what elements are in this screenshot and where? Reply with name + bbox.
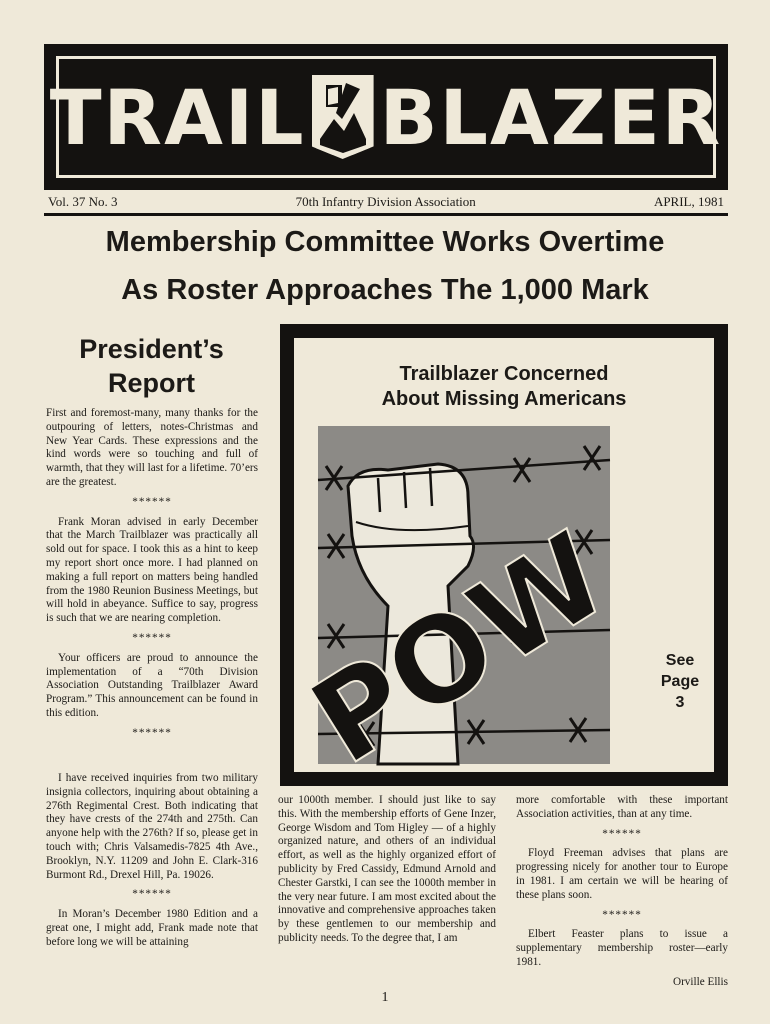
presidents-report-title-line-2: Report [108,368,195,398]
pow-feature-box [280,324,728,791]
report-paragraph: Your officers are proud to announce the implementation of a “70th Division Association Outstanding Trailblazer Award Program.” This announcement can be found in this edition. [46,651,258,719]
pow-feature-title-line-1: Trailblazer Concerned [399,363,609,385]
pow-illustration [288,426,631,791]
section-separator: ****** [132,631,172,644]
report-paragraph: I have received inquiries from two military insignia collectors, inquiring about obtaining a 276th Regimental Crest. Both indicating that they have crests of the 274th and 275th. Can anyone help with the 276th? If so, please get in touch with; Chris Valsamedis-7825 4th Ave., Brooklyn, N.Y. 11209 and John E. Clark-316 Burmont Rd., Drexel Hill, Pa. 19026. [46,772,258,881]
section-separator: ****** [132,726,172,739]
article-column-1-top [46,407,258,747]
organization-name: 70th Infantry Division Association [295,194,476,209]
main-headline-line-1: Membership Committee Works Overtime [105,226,665,258]
presidents-report-title-line-1: President’s [79,334,224,364]
masthead-title-left: TRAIL [49,72,306,162]
see-page-number: 3 [675,694,685,711]
pow-feature-title-line-2: About Missing Americans [381,388,627,410]
report-paragraph: First and foremost-many, many thanks for the outpouring of letters, notes-Christmas and New Year Cards. These expressions and the kind words were so touching and full of warmth, that they will last for a lifetime. 70’ers are the greatest. [46,407,258,488]
report-paragraph: our 1000th member. I should just like to say this. With the membership efforts of Gene Inzer, George Wisdom and Tom Higley — of a highly organized nature, and others of an individual effort, as well as the highly organized effort of publicity by Fred Cassidy, Edmund Arnold and Chester Garstki, I can see the 1000th member in the very near future. I am most excited about the innovative and comprehensive approaches taken by these gentlemen to our membership and publicity needs. To the degree that, I am [278,794,496,944]
pow-feature-title [294,362,714,412]
report-paragraph: In Moran’s December 1980 Edition and a great one, I might add, Frank made note that before long we will be attaining [46,908,258,948]
report-paragraph: Elbert Feaster plans to issue a supplementary membership roster—early 1981. [516,928,728,968]
issue-date: APRIL, 1981 [653,194,724,209]
axe-tree-mountain-icon [316,79,370,155]
report-paragraph: Floyd Freeman advises that plans are progressing nicely for another tour to Europe in 1981. I am certain we will be hearing of these plans soon. [516,847,728,901]
section-separator: ****** [602,827,642,840]
masthead [44,44,728,190]
report-paragraph: Frank Moran advised in early December that the March Trailblazer was practically all sold out for space. I took this as a hint to keep my report short once more. I had planned on making a full report on matters being handled from the 1980 Reunion Business Meetings, but will hold in abeyance. Suffice to say, progress is such that we are nearing completion. [46,515,258,625]
presidents-report-title [44,332,259,400]
masthead-title [50,73,723,162]
division-patch-logo [312,75,374,159]
see-page-line-1: See [665,652,695,669]
article-column-2 [278,794,496,952]
issue-info-bar [44,194,728,216]
section-separator: ****** [132,888,172,901]
see-page-line-2: Page [660,673,700,690]
pow-lettering: POW [288,505,631,791]
masthead-title-right: BLAZER [379,72,723,162]
section-separator: ****** [602,908,642,921]
author-signature: Orville Ellis [673,975,728,988]
masthead-frame [49,56,723,178]
article-column-1-bottom [46,772,258,956]
section-separator: ****** [132,495,172,508]
page-number: 1 [381,990,389,1005]
volume-number: Vol. 37 No. 3 [48,194,118,209]
see-page-reference [650,650,710,713]
pow-feature-inner [288,338,714,791]
report-paragraph: more comfortable with these important Association activities, than at any time. [516,794,728,820]
fist-barbed-wire-icon [288,426,631,791]
main-headline-line-2: As Roster Approaches The 1,000 Mark [121,274,649,306]
article-column-3 [516,794,728,990]
